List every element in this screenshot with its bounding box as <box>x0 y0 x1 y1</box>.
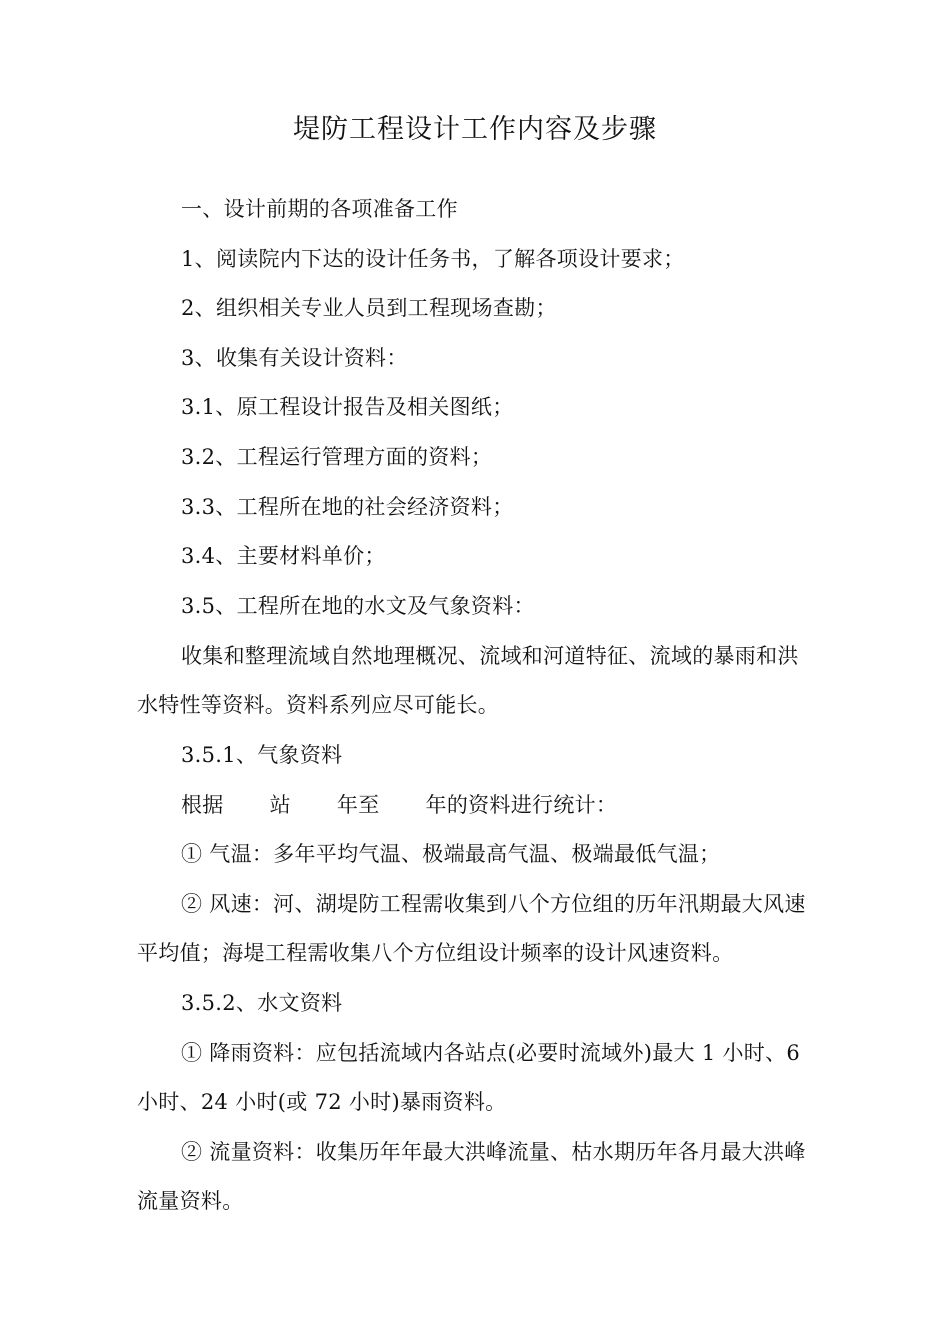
station-text-4: 年的资料进行统计： <box>425 793 618 817</box>
station-text-2: 站 <box>269 793 291 817</box>
paragraph-line: 小时、24 小时(或 72 小时)暴雨资料。 <box>137 1090 507 1114</box>
paragraph-line: 平均值；海堤工程需收集八个方位组设计频率的设计风速资料。 <box>137 941 734 965</box>
paragraph-line: 水特性等资料。资料系列应尽可能长。 <box>137 693 500 717</box>
section-heading: 一、设计前期的各项准备工作 <box>181 197 458 221</box>
paragraph-line: 3、收集有关设计资料： <box>181 346 408 370</box>
paragraph-line: 3.1、原工程设计报告及相关图纸； <box>181 395 514 419</box>
paragraph-line: ② 流量资料：收集历年年最大洪峰流量、枯水期历年各月最大洪峰 <box>181 1140 806 1164</box>
paragraph-line: 流量资料。 <box>137 1189 244 1213</box>
paragraph-line: 收集和整理流域自然地理概况、流域和河道特征、流域的暴雨和洪 <box>181 644 799 668</box>
paragraph-line: 1、阅读院内下达的设计任务书，了解各项设计要求； <box>181 247 685 271</box>
station-text-1: 根据 <box>181 793 224 817</box>
document-title: 堤防工程设计工作内容及步骤 <box>293 114 657 145</box>
paragraph-line: ② 风速：河、湖堤防工程需收集到八个方位组的历年汛期最大风速 <box>181 892 806 916</box>
station-statistics-line <box>181 788 617 822</box>
paragraph-line: ① 气温：多年平均气温、极端最高气温、极端最低气温； <box>181 842 721 866</box>
station-text-3: 年至 <box>336 793 380 817</box>
paragraph-line: ① 降雨资料：应包括流域内各站点(必要时流域外)最大 1 小时、6 <box>181 1041 801 1065</box>
paragraph-line: 3.5.2、水文资料 <box>181 991 343 1015</box>
paragraph-line: 3.3、工程所在地的社会经济资料； <box>181 495 514 519</box>
paragraph-line: 3.5、工程所在地的水文及气象资料： <box>181 594 535 618</box>
paragraph-line: 3.4、主要材料单价； <box>181 544 386 568</box>
paragraph-line: 3.5.1、气象资料 <box>181 743 343 767</box>
paragraph-line: 2、组织相关专业人员到工程现场查勘； <box>181 296 557 320</box>
paragraph-line: 3.2、工程运行管理方面的资料； <box>181 445 493 469</box>
